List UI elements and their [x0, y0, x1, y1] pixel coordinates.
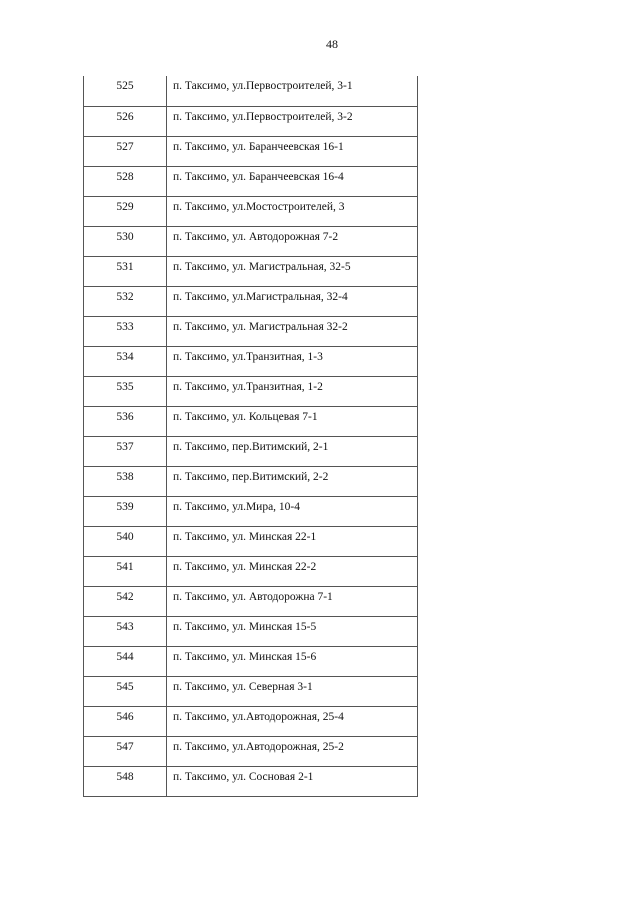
table-row	[84, 376, 418, 406]
row-number-cell: 532	[84, 286, 167, 316]
address-cell: п. Таксимо, ул.Первостроителей, 3-2	[167, 106, 418, 136]
table-row	[84, 196, 418, 226]
row-number-cell: 545	[84, 676, 167, 706]
row-number-cell: 544	[84, 646, 167, 676]
address-cell: п. Таксимо, ул. Баранчеевская 16-4	[167, 166, 418, 196]
address-cell: п. Таксимо, ул. Автодорожная 7-2	[167, 226, 418, 256]
address-cell: п. Таксимо, ул. Минская 22-2	[167, 556, 418, 586]
table-row	[84, 316, 418, 346]
address-cell: п. Таксимо, ул.Транзитная, 1-3	[167, 346, 418, 376]
row-number-cell: 539	[84, 496, 167, 526]
page-number: 48	[326, 37, 338, 51]
table-row	[84, 466, 418, 496]
address-cell: п. Таксимо, ул. Минская 15-5	[167, 616, 418, 646]
address-cell: п. Таксимо, пер.Витимский, 2-1	[167, 436, 418, 466]
row-number-cell: 526	[84, 106, 167, 136]
row-number-cell: 525	[84, 76, 167, 106]
table-row	[84, 736, 418, 766]
row-number-cell: 534	[84, 346, 167, 376]
row-number-cell: 536	[84, 406, 167, 436]
table-row	[84, 526, 418, 556]
address-cell: п. Таксимо, ул.Магистральная, 32-4	[167, 286, 418, 316]
address-cell: п. Таксимо, ул. Баранчеевская 16-1	[167, 136, 418, 166]
address-cell: п. Таксимо, ул.Автодорожная, 25-2	[167, 736, 418, 766]
address-cell: п. Таксимо, ул. Кольцевая 7-1	[167, 406, 418, 436]
address-cell: п. Таксимо, ул.Транзитная, 1-2	[167, 376, 418, 406]
table-row	[84, 556, 418, 586]
table-row	[84, 136, 418, 166]
row-number-cell: 540	[84, 526, 167, 556]
address-cell: п. Таксимо, ул. Магистральная, 32-5	[167, 256, 418, 286]
table-row	[84, 406, 418, 436]
row-number-cell: 547	[84, 736, 167, 766]
row-number-cell: 530	[84, 226, 167, 256]
address-table	[83, 76, 418, 797]
row-number-cell: 543	[84, 616, 167, 646]
address-cell: п. Таксимо, ул. Магистральная 32-2	[167, 316, 418, 346]
address-cell: п. Таксимо, ул. Сосновая 2-1	[167, 766, 418, 796]
row-number-cell: 546	[84, 706, 167, 736]
table-row	[84, 676, 418, 706]
address-cell: п. Таксимо, ул. Минская 15-6	[167, 646, 418, 676]
table-row	[84, 346, 418, 376]
address-cell: п. Таксимо, ул.Автодорожная, 25-4	[167, 706, 418, 736]
table-row	[84, 616, 418, 646]
address-cell: п. Таксимо, пер.Витимский, 2-2	[167, 466, 418, 496]
table-row	[84, 646, 418, 676]
address-cell: п. Таксимо, ул. Северная 3-1	[167, 676, 418, 706]
table-row	[84, 496, 418, 526]
table-row	[84, 106, 418, 136]
address-cell: п. Таксимо, ул.Мира, 10-4	[167, 496, 418, 526]
row-number-cell: 538	[84, 466, 167, 496]
table-row	[84, 706, 418, 736]
table-row	[84, 256, 418, 286]
table-row	[84, 286, 418, 316]
row-number-cell: 529	[84, 196, 167, 226]
table-row	[84, 166, 418, 196]
row-number-cell: 528	[84, 166, 167, 196]
row-number-cell: 531	[84, 256, 167, 286]
row-number-cell: 533	[84, 316, 167, 346]
row-number-cell: 535	[84, 376, 167, 406]
row-number-cell: 541	[84, 556, 167, 586]
row-number-cell: 542	[84, 586, 167, 616]
row-number-cell: 537	[84, 436, 167, 466]
table-row	[84, 586, 418, 616]
row-number-cell: 527	[84, 136, 167, 166]
row-number-cell: 548	[84, 766, 167, 796]
table-row	[84, 436, 418, 466]
address-cell: п. Таксимо, ул.Мостостроителей, 3	[167, 196, 418, 226]
address-cell: п. Таксимо, ул. Автодорожна 7-1	[167, 586, 418, 616]
address-cell: п. Таксимо, ул.Первостроителей, 3-1	[167, 76, 418, 106]
address-cell: п. Таксимо, ул. Минская 22-1	[167, 526, 418, 556]
table-row	[84, 766, 418, 796]
table-row	[84, 226, 418, 256]
table-row	[84, 76, 418, 106]
address-table-body	[84, 76, 418, 796]
